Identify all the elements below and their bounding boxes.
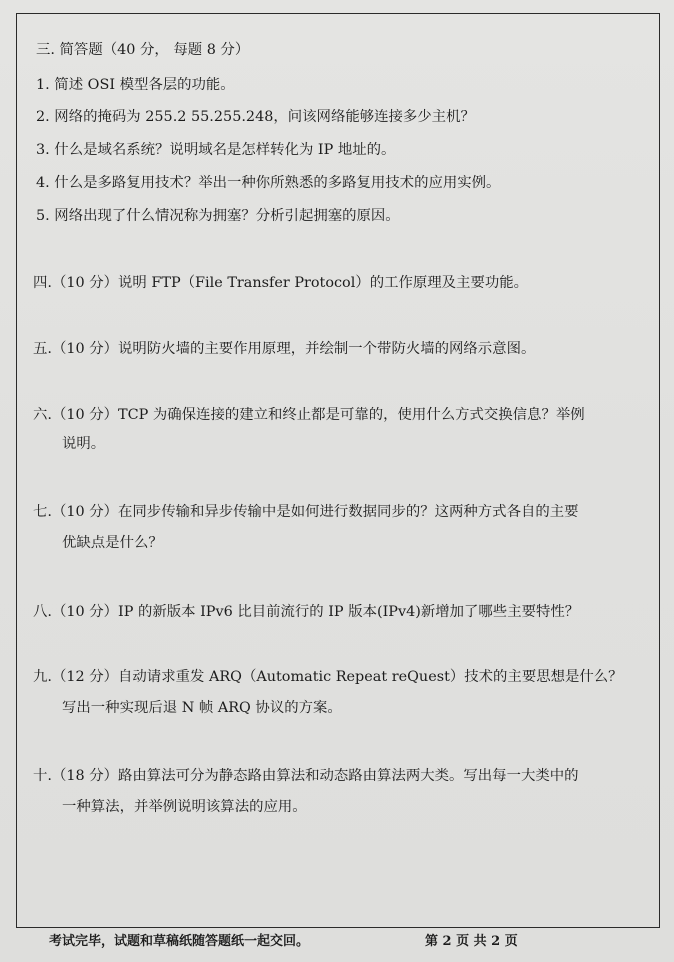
question-7-line-1: 七.（10 分）在同步传输和异步传输中是如何进行数据同步的？这两种方式各自的主要 [33, 504, 579, 520]
question-6-line-2: 说明。 [62, 436, 106, 452]
question-4: 四.（10 分）说明 FTP（File Transfer Protocol）的工作原理及主要功能。 [33, 275, 529, 291]
question-8: 八.（10 分）IP 的新版本 IPv6 比目前流行的 IP 版本(IPv4)新增加了哪些主要特性？ [33, 604, 580, 620]
short-question-5: 5. 网络出现了什么情况称为拥塞？分析引起拥塞的原因。 [36, 208, 400, 224]
question-7-line-2: 优缺点是什么？ [62, 535, 163, 551]
question-9-line-1: 九.（12 分）自动请求重发 ARQ（Automatic Repeat reQuest）技术的主要思想是什么？ [33, 669, 623, 685]
page-number: 第 2 页 共 2 页 [425, 934, 518, 949]
short-question-3: 3. 什么是域名系统？说明域名是怎样转化为 IP 地址的。 [36, 142, 396, 158]
question-10-line-2: 一种算法，并举例说明该算法的应用。 [62, 799, 307, 815]
question-9-line-2: 写出一种实现后退 N 帧 ARQ 协议的方案。 [62, 700, 342, 716]
question-10-line-1: 十.（18 分）路由算法可分为静态路由算法和动态路由算法两大类。写出每一大类中的 [33, 768, 579, 784]
question-6-line-1: 六.（10 分）TCP 为确保连接的建立和终止都是可靠的，使用什么方式交换信息？举例 [33, 407, 585, 423]
short-question-4: 4. 什么是多路复用技术？举出一种你所熟悉的多路复用技术的应用实例。 [36, 175, 501, 191]
question-5: 五.（10 分）说明防火墙的主要作用原理，并绘制一个带防火墙的网络示意图。 [33, 341, 536, 357]
section-heading: 三. 简答题（40 分， 每题 8 分） [36, 42, 250, 58]
footer-note: 考试完毕，试题和草稿纸随答题纸一起交回。 [49, 934, 310, 949]
short-question-2: 2. 网络的掩码为 255.2 55.255.248，问该网络能够连接多少主机？ [36, 109, 475, 125]
short-question-1: 1. 简述 OSI 模型各层的功能。 [36, 77, 235, 93]
